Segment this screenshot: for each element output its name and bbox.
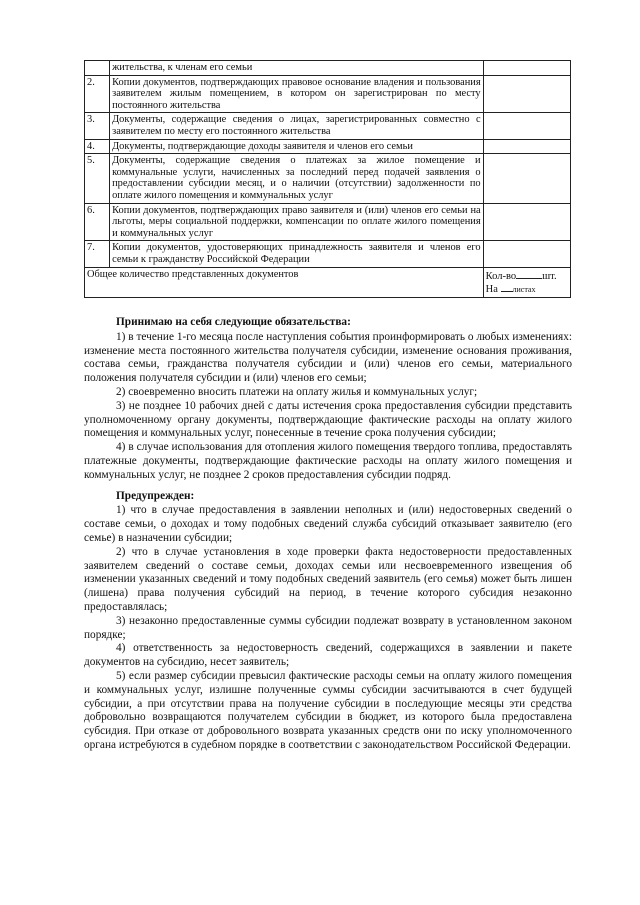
count-blank: [516, 269, 542, 279]
total-count-cell: [483, 267, 570, 297]
row-count-cell: [483, 139, 570, 154]
warned-heading: Предупрежден:: [116, 489, 195, 502]
table-row: [85, 61, 571, 76]
warned-item: 3) незаконно предоставленные суммы субсидии подлежат возврату в установленном законом порядке;: [84, 614, 572, 641]
count-prefix: Кол-во: [485, 270, 517, 282]
table-row: [85, 241, 571, 267]
sheets-blank: [501, 282, 513, 292]
table-row: [85, 203, 571, 241]
row-number: [85, 61, 110, 76]
row-text: Документы, подтверждающие доходы заявителя и членов его семьи: [110, 139, 484, 154]
warned-item: 2) что в случае установления в ходе проверки факта недостоверности предоставленных заявителем сведений о составе семьи, доходах семьи или несвоевременного извещения об изменении указанных сведений и тому подобных сведений заявитель (его семья) может быть лишен (лишена) права получения субсидий на период, в течение которого субсидия незаконно предоставлялась;: [84, 545, 572, 613]
row-count-cell: [483, 203, 570, 241]
total-label: Общее количество представленных документов: [85, 267, 484, 297]
row-text: Документы, содержащие сведения о платежах за жилое помещение и коммунальные услуги, начисленных за последний перед подачей заявления о предоставлении субсидии месяц, и о наличии (отсутствии) задолженности по оплате жилого помещения и коммунальных услуг: [110, 154, 484, 203]
sheets-line: [486, 282, 568, 296]
row-number: 4.: [85, 139, 110, 154]
obligation-item: 2) своевременно вносить платежи на оплату жилья и коммунальных услуг;: [116, 385, 478, 398]
row-number: 7.: [85, 241, 110, 267]
sheets-prefix: На: [485, 284, 498, 296]
row-count-cell: [483, 241, 570, 267]
row-count-cell: [483, 154, 570, 203]
table-row: [85, 75, 571, 113]
row-number: 6.: [85, 203, 110, 241]
table-row: [85, 139, 571, 154]
obligation-item: 4) в случае использования для отопления жилого помещения твердого топлива, предоставлять платежные документы, подтверждающие фактические расходы на оплату жилого помещения и коммунальных услуг, не позднее 2 сроков предоставления субсидии подряд.: [84, 441, 572, 481]
row-text: Копии документов, подтверждающих право заявителя и (или) членов его семьи на льготы, меры социальной поддержки, компенсации по оплате жилого помещения и коммунальных услуг: [110, 203, 484, 241]
row-number: 2.: [85, 75, 110, 113]
row-number: 3.: [85, 113, 110, 139]
row-count-cell: [483, 75, 570, 113]
documents-table: [84, 60, 571, 298]
declarations-text: [84, 314, 572, 753]
warned-item: 1) что в случае предоставления в заявлении неполных и (или) недостоверных сведений о составе семьи, о доходах и тому подобных сведений служба субсидий отказывает заявителю (его семье) в назначении субсидии;: [84, 504, 572, 544]
count-unit: шт.: [542, 270, 557, 282]
row-text: Копии документов, удостоверяющих принадлежность заявителя и членов его семьи к гражданству Российской Федерации: [110, 241, 484, 267]
obligations-heading: Принимаю на себя следующие обязательства:: [116, 316, 351, 328]
row-text: Копии документов, подтверждающих правовое основание владения и пользования заявителем жилым помещением, в котором он зарегистрирован по месту постоянного жительства: [110, 75, 484, 113]
obligation-item: 3) не позднее 10 рабочих дней с даты истечения срока предоставления субсидии представить уполномоченному органу документы, подтверждающие фактические расходы на оплату жилого помещения и коммунальных услуг, понесенные в течение срока получения субсидии;: [84, 399, 572, 440]
table-row: [85, 113, 571, 139]
total-row: [85, 267, 571, 297]
row-text: Документы, содержащие сведения о лицах, зарегистрированных совместно с заявителем по месту его постоянного жительства: [110, 113, 484, 139]
warned-item: 5) если размер субсидии превысил фактические расходы семьи на оплату жилого помещения и коммунальных услуг, излишне полученные суммы субсидии засчитываются в счет будущей субсидии, а при отсутствии права на получение субсидии в последующие месяцы эти средства добровольно возвращаются получателем субсидии в бюджет, из которого была предоставлена субсидия. При отказе от добровольного возврата указанных средств они по иску уполномоченного органа истребуются в судебном порядке в соответствии с законодательством Российской Федерации.: [84, 669, 572, 751]
row-count-cell: [483, 113, 570, 139]
warned-item: 4) ответственность за недостоверность сведений, содержащихся в заявлении и пакете документов на субсидию, несет заявитель;: [84, 642, 572, 669]
row-text: жительства, к членам его семьи: [110, 61, 484, 76]
row-count-cell: [483, 61, 570, 76]
row-number: 5.: [85, 154, 110, 203]
sheets-unit: листах: [512, 285, 536, 295]
count-line: [486, 269, 568, 283]
obligation-item: 1) в течение 1-го месяца после наступления события проинформировать о любых изменениях: изменение места постоянного жительства получателя субсидии, изменение основания проживания, состава семьи, гражданства получателя субсидии и (или) членов его семьи, материального положения получателя субсидии и (или) членов его семьи;: [84, 330, 572, 385]
table-row: [85, 154, 571, 203]
